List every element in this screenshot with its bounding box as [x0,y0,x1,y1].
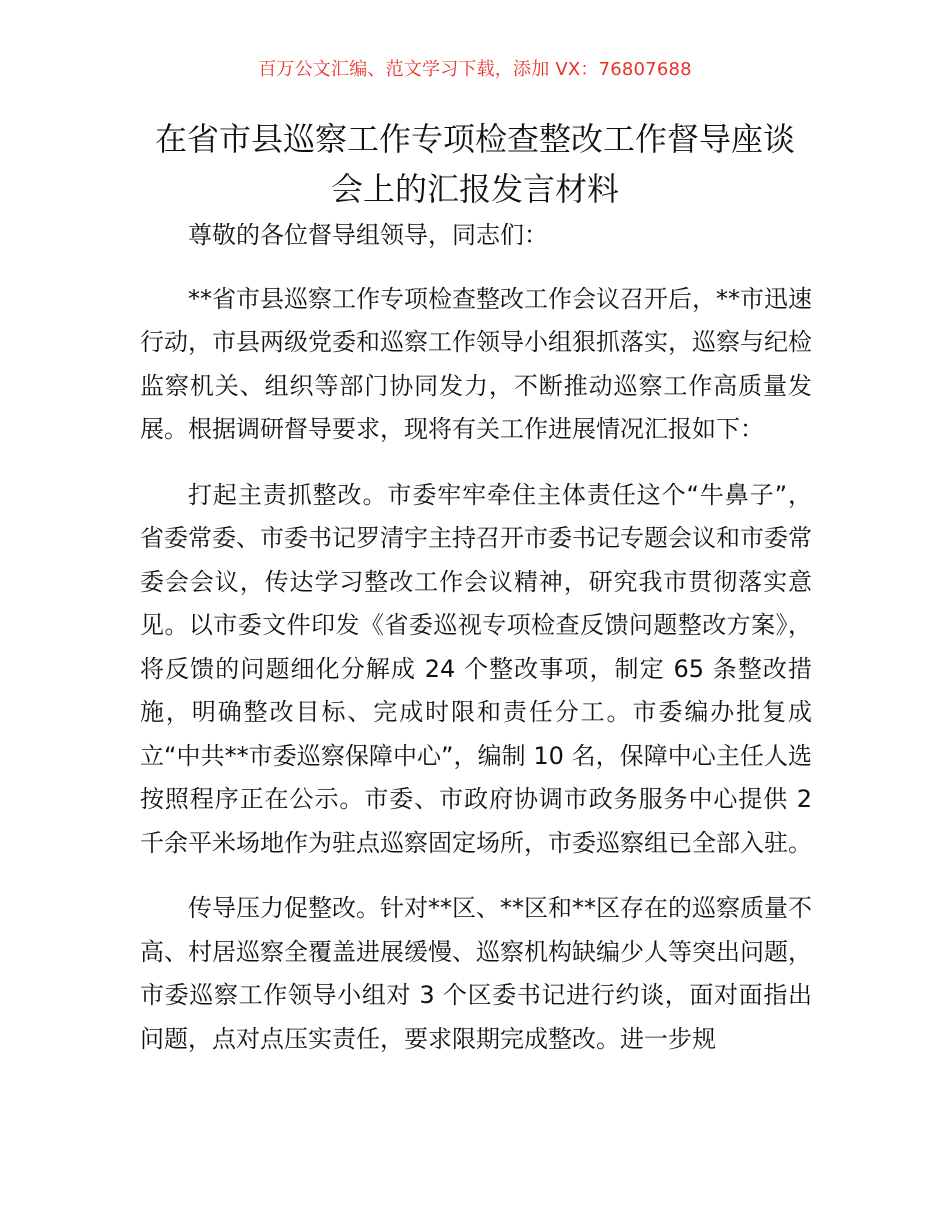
paragraph: 打起主责抓整改。市委牢牢牵住主体责任这个“牛鼻子”，省委常委、市委书记罗清宇主持召开市委书记专题会议和市委常委会会议，传达学习整改工作会议精神，研究我市贯彻落实意见。以市委文件印发《省委巡视专项检查反馈问题整改方案》，将反馈的问题细化分解成 24 个整改事项，制定 65 条整改措施，明确整改目标、完成时限和责任分工。市委编办批复成立“中共**市委巡察保障中心”，编制 10 名，保障中心主任人选按照程序正在公示。市委、市政府协调市政务服务中心提供 2 千余平米场地作为驻点巡察固定场所，市委巡察组已全部入驻。 [140,480,812,857]
paragraph: **省市县巡察工作专项检查整改工作会议召开后，**市迅速行动，市县两级党委和巡察工作领导小组狠抓落实，巡察与纪检监察机关、组织等部门协同发力，不断推动巡察工作高质量发展。根据调研督导要求，现将有关工作进展情况汇报如下： [140,284,812,443]
page-title [140,114,810,214]
title-line-1: 在省市县巡察工作专项检查整改工作督导座谈 [154,120,795,158]
paragraph: 传导压力促整改。针对**区、**区和**区存在的巡察质量不高、村居巡察全覆盖进展缓慢、巡察机构缺编少人等突出问题，市委巡察工作领导小组对 3 个区委书记进行约谈，面对面指出问题，点对点压实责任，要求限期完成整改。进一步规 [140,894,812,1053]
document-body [140,214,812,1061]
title-line-2: 会上的汇报发言材料 [330,170,619,208]
greeting: 尊敬的各位督导组领导，同志们： [188,221,548,249]
header-banner: 百万公文汇编、范文学习下载，添加 VX：76807688 [258,59,692,80]
